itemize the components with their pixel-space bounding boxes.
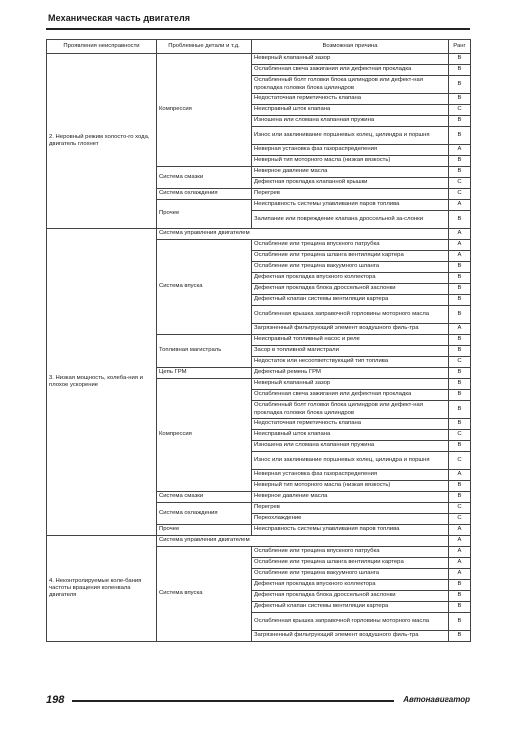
- cause-cell: Ослабленная крышка заправочной горловины моторного масла: [252, 613, 449, 631]
- manifestation-cell: 4. Неконтролируемые коле-бания частоты вращения коленвала двигателя: [47, 536, 157, 642]
- column-header-cause: Возможная причина: [252, 40, 449, 54]
- rank-cell: C: [449, 514, 471, 525]
- cause-cell: Неверный клапанный зазор: [252, 379, 449, 390]
- rank-cell: B: [449, 492, 471, 503]
- part-cell: Система охлаждения: [157, 189, 252, 200]
- cause-cell: Дефектная прокладка клапанной крышки: [252, 178, 449, 189]
- footer-rule: [72, 700, 394, 702]
- cause-cell: Неверное давление масла: [252, 492, 449, 503]
- rank-cell: B: [449, 580, 471, 591]
- part-cell: Система управления двигателем: [157, 536, 449, 547]
- rank-cell: B: [449, 284, 471, 295]
- part-cell: Система впуска: [157, 547, 252, 642]
- rank-cell: B: [449, 481, 471, 492]
- publisher-name: Автонавигатор: [403, 695, 470, 704]
- rank-cell: A: [449, 200, 471, 211]
- rank-cell: A: [449, 536, 471, 547]
- rank-cell: B: [449, 613, 471, 631]
- manifestation-cell: 2. Неровный режим холосто-го хода, двигатель глохнет: [47, 54, 157, 229]
- part-cell: Цепь ГРМ: [157, 368, 252, 379]
- rank-cell: B: [449, 335, 471, 346]
- rank-cell: B: [449, 631, 471, 642]
- column-header-manifestation: Проявления неисправности: [47, 40, 157, 54]
- rank-cell: B: [449, 76, 471, 94]
- rank-cell: B: [449, 262, 471, 273]
- cause-cell: Ослабление или трещина впускного патрубка: [252, 547, 449, 558]
- rank-cell: B: [449, 401, 471, 419]
- rank-cell: C: [449, 503, 471, 514]
- cause-cell: Дефектный ремень ГРМ: [252, 368, 449, 379]
- rank-cell: B: [449, 419, 471, 430]
- cause-cell: Неисправность системы улавливания паров топлива: [252, 525, 449, 536]
- cause-cell: Неисправный шток клапана: [252, 105, 449, 116]
- cause-cell: Дефектная прокладка впускного коллектора: [252, 580, 449, 591]
- rank-cell: A: [449, 324, 471, 335]
- cause-cell: Дефектная прокладка блока дроссельной заслонки: [252, 591, 449, 602]
- rank-cell: B: [449, 167, 471, 178]
- rank-cell: A: [449, 240, 471, 251]
- cause-cell: Недостаточная герметичность клапана: [252, 419, 449, 430]
- part-cell: Система смазки: [157, 167, 252, 189]
- column-header-parts: Проблемные детали и т.д.: [157, 40, 252, 54]
- cause-cell: Износ или заклинивание поршневых колец, цилиндра и поршня: [252, 127, 449, 145]
- cause-cell: Дефектный клапан системы вентиляции картера: [252, 602, 449, 613]
- rank-cell: A: [449, 145, 471, 156]
- rank-cell: B: [449, 54, 471, 65]
- cause-cell: Загрязненный фильтрующий элемент воздушного филь-тра: [252, 631, 449, 642]
- part-cell: Компрессия: [157, 379, 252, 492]
- rank-cell: B: [449, 211, 471, 229]
- cause-cell: Ослабленная свеча зажигания или дефектная прокладка: [252, 390, 449, 401]
- column-header-rank: Ранг: [449, 40, 471, 54]
- troubleshooting-table-container: [46, 39, 470, 642]
- rank-cell: B: [449, 591, 471, 602]
- rank-cell: B: [449, 116, 471, 127]
- part-cell: Система управления двигателем: [157, 229, 449, 240]
- cause-cell: Износ или заклинивание поршневых колец, цилиндра и поршня: [252, 452, 449, 470]
- rank-cell: A: [449, 229, 471, 240]
- cause-cell: Ослабление или трещина впускного патрубка: [252, 240, 449, 251]
- rank-cell: C: [449, 452, 471, 470]
- rank-cell: C: [449, 357, 471, 368]
- table-row: [47, 536, 471, 547]
- rank-cell: A: [449, 251, 471, 262]
- cause-cell: Неверная установка фаз газораспределения: [252, 470, 449, 481]
- cause-cell: Перегрев: [252, 189, 449, 200]
- cause-cell: Ослабленный болт головки блока цилиндров или дефект-ная прокладка головки блока цилиндров: [252, 76, 449, 94]
- rank-cell: B: [449, 94, 471, 105]
- cause-cell: Неверная установка фаз газораспределения: [252, 145, 449, 156]
- part-cell: Топливная магистраль: [157, 335, 252, 368]
- cause-cell: Дефектная прокладка блока дроссельной заслонки: [252, 284, 449, 295]
- cause-cell: Изношена или сломана клапанная пружина: [252, 116, 449, 127]
- rank-cell: A: [449, 525, 471, 536]
- rank-cell: B: [449, 368, 471, 379]
- cause-cell: Ослабление или трещина шланга вентиляции картера: [252, 558, 449, 569]
- rank-cell: B: [449, 65, 471, 76]
- cause-cell: Загрязненный фильтрующий элемент воздушного филь-тра: [252, 324, 449, 335]
- cause-cell: Неисправный топливный насос и реле: [252, 335, 449, 346]
- part-cell: Система охлаждения: [157, 503, 252, 525]
- cause-cell: Перегрев: [252, 503, 449, 514]
- cause-cell: Залипание или повреждение клапана дроссельной за-слонки: [252, 211, 449, 229]
- cause-cell: Неисправный шток клапана: [252, 430, 449, 441]
- cause-cell: Недостаток или несоответствующий тип топлива: [252, 357, 449, 368]
- table-row: [47, 229, 471, 240]
- part-cell: Прочее: [157, 200, 252, 229]
- cause-cell: Ослабление или трещина вакуумного шланга: [252, 569, 449, 580]
- rank-cell: B: [449, 441, 471, 452]
- page-header: [46, 7, 470, 37]
- manifestation-cell: 3. Низкая мощность, колеба-ния и плохое ускорение: [47, 229, 157, 536]
- cause-cell: Ослабленная крышка заправочной горловины моторного масла: [252, 306, 449, 324]
- rank-cell: B: [449, 127, 471, 145]
- cause-cell: Ослабленный болт головки блока цилиндров или дефект-ная прокладка головки блока цилиндров: [252, 401, 449, 419]
- cause-cell: Засор в топливной магистрали: [252, 346, 449, 357]
- troubleshooting-table: [46, 39, 471, 642]
- cause-cell: Ослабление или трещина шланга вентиляции картера: [252, 251, 449, 262]
- rank-cell: B: [449, 602, 471, 613]
- table-row: [47, 54, 471, 65]
- cause-cell: Неверный тип моторного масла (низкая вязкость): [252, 156, 449, 167]
- rank-cell: A: [449, 470, 471, 481]
- page-number: 198: [46, 694, 65, 706]
- rank-cell: A: [449, 558, 471, 569]
- cause-cell: Неверный тип моторного масла (низкая вязкость): [252, 481, 449, 492]
- part-cell: Система впуска: [157, 240, 252, 335]
- rank-cell: B: [449, 295, 471, 306]
- rank-cell: B: [449, 306, 471, 324]
- cause-cell: Ослабленная свеча зажигания или дефектная прокладка: [252, 65, 449, 76]
- cause-cell: Неверное давление масла: [252, 167, 449, 178]
- cause-cell: Недостаточная герметичность клапана: [252, 94, 449, 105]
- rank-cell: C: [449, 178, 471, 189]
- rank-cell: B: [449, 156, 471, 167]
- page-footer: [46, 694, 470, 714]
- header-rule: [46, 28, 470, 30]
- rank-cell: A: [449, 569, 471, 580]
- rank-cell: A: [449, 547, 471, 558]
- rank-cell: C: [449, 430, 471, 441]
- rank-cell: B: [449, 379, 471, 390]
- rank-cell: C: [449, 189, 471, 200]
- part-cell: Компрессия: [157, 54, 252, 167]
- cause-cell: Изношена или сломана клапанная пружина: [252, 441, 449, 452]
- cause-cell: Неисправность системы улавливания паров топлива: [252, 200, 449, 211]
- rank-cell: B: [449, 390, 471, 401]
- part-cell: Система смазки: [157, 492, 252, 503]
- section-title: Механическая часть двигателя: [48, 13, 191, 23]
- cause-cell: Неверный клапанный зазор: [252, 54, 449, 65]
- cause-cell: Дефектный клапан системы вентиляции картера: [252, 295, 449, 306]
- cause-cell: Ослабление или трещина вакуумного шланга: [252, 262, 449, 273]
- rank-cell: C: [449, 105, 471, 116]
- rank-cell: B: [449, 273, 471, 284]
- cause-cell: Переохлаждение: [252, 514, 449, 525]
- rank-cell: B: [449, 346, 471, 357]
- table-header-row: [47, 40, 471, 54]
- cause-cell: Дефектная прокладка впускного коллектора: [252, 273, 449, 284]
- part-cell: Прочее: [157, 525, 252, 536]
